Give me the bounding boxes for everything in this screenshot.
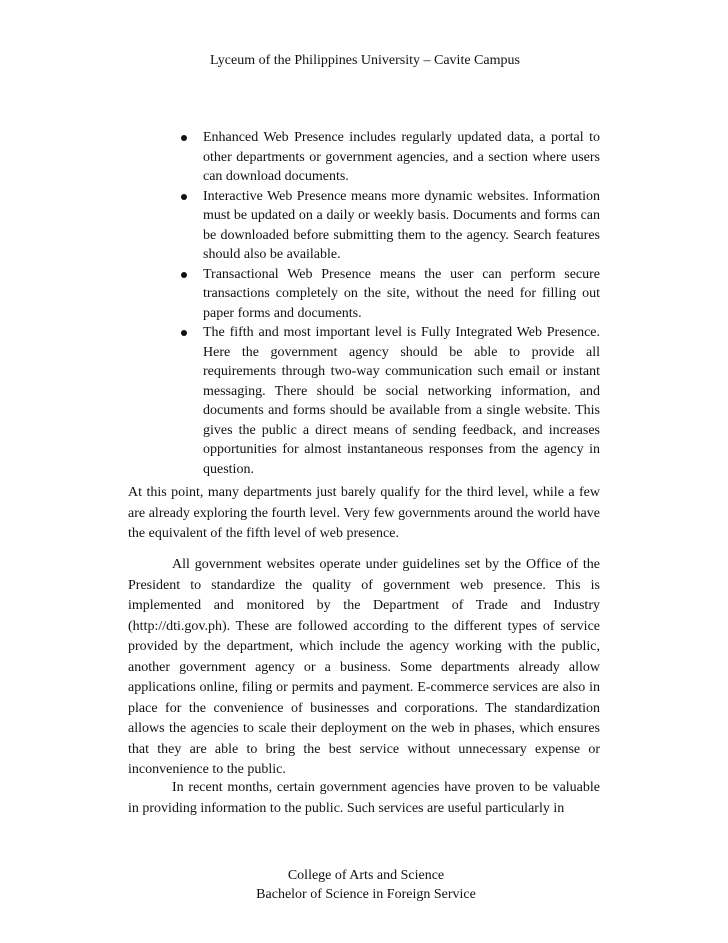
header-title: Lyceum of the Philippines University – Cavite Campus	[210, 53, 520, 68]
footer-college: College of Arts and Science	[287, 868, 445, 883]
bullet-text: The fifth and most important level is Fully Integrated Web Presence. Here the government agency should be able to provide all requirements through two-way communication such email or instant messaging. There should be social networking information, and documents and forms should be available from a single website. This gives the public a direct means of sending feedback, and increases opportunities for almost instantaneous responses from the agency in question.	[203, 325, 600, 477]
bullet-item-enhanced	[203, 128, 600, 187]
web-presence-bullet-list	[203, 128, 600, 479]
paragraph-third-level: At this point, many departments just barely qualify for the third level, while a few are already exploring the fourth level. Very few governments around the world have the equivalent of the fifth level of web presence.	[128, 485, 600, 541]
bullet-item-transactional	[203, 265, 600, 324]
bullet-dot-icon	[181, 272, 187, 278]
bullet-text: Transactional Web Presence means the user can perform secure transactions completely on the site, without the need for filling out paper forms and documents.	[203, 266, 600, 321]
page-footer	[0, 866, 728, 904]
paragraph-government-guidelines: All government websites operate under guidelines set by the Office of the President to standardize the quality of government web presence. This is implemented and monitored by the Department of Trade and Industry (http://dti.gov.ph). These are followed according to the different types of service provided by the department, which include the agency working with the public, another government agency or a business. Some departments already allow applications online, filing or permits and payment. E-commerce services are also in place for the convenience of businesses and corporations. The standardization allows the agencies to scale their deployment on the web in phases, which ensures that they are able to bring the best service without unnecessary expense or inconvenience to the public.	[128, 557, 600, 777]
bullet-item-interactive	[203, 187, 600, 265]
bullet-dot-icon	[181, 194, 187, 200]
page-header	[0, 52, 728, 70]
bullet-dot-icon	[181, 135, 187, 141]
bullet-item-fully-integrated	[203, 323, 600, 479]
footer-program: Bachelor of Science in Foreign Service	[256, 887, 476, 902]
bullet-text: Interactive Web Presence means more dynamic websites. Information must be updated on a daily or weekly basis. Documents and forms can be downloaded before submitting them to the agency. Search features should also be available.	[203, 188, 600, 262]
bullet-text: Enhanced Web Presence includes regularly updated data, a portal to other departments or government agencies, and a section where users can download documents.	[203, 130, 600, 184]
paragraph-recent-months: In recent months, certain government agencies have proven to be valuable in providing information to the public. Such services are useful particularly in	[128, 780, 600, 816]
bullet-dot-icon	[181, 330, 187, 336]
